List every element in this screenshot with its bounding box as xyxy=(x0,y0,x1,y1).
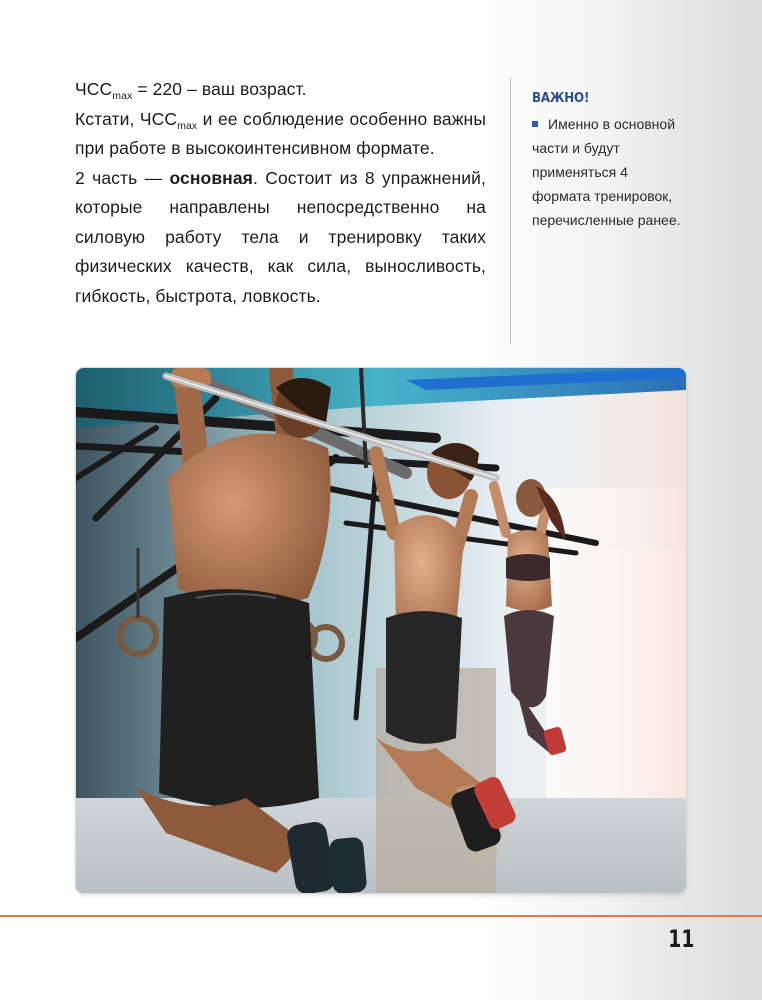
main-text-column xyxy=(75,75,486,311)
important-note-body xyxy=(532,112,682,232)
main-part-bold-term: основная xyxy=(169,167,253,188)
formula-subscript: max xyxy=(112,90,133,102)
footer-rule xyxy=(0,915,762,917)
formula-text: = 220 – ваш возраст. xyxy=(132,79,307,99)
important-note-title: ВАЖНО! xyxy=(532,90,590,106)
page-number: 11 xyxy=(668,925,695,953)
formula-label: ЧСС xyxy=(75,79,113,99)
main-part-text: . Состоит из 8 упражнений, которые направлены непосредственно на силовую работу тела и тренировку таких физических качеств, как сила, выносливость, гибкость, быстрота, ловкость. xyxy=(75,167,486,306)
main-part-paragraph xyxy=(75,164,486,312)
important-note xyxy=(532,88,682,232)
square-bullet-icon xyxy=(532,121,538,127)
important-note-text: Именно в основной части и будут применяться 4 формата тренировок, перечисленные ранее. xyxy=(532,116,681,228)
main-part-prefix: 2 часть — xyxy=(75,167,170,188)
hr-note-text: и ее соблюдение особенно важны при работе в высокоинтенсивном формате. xyxy=(75,108,486,158)
photo-people-doing-pull-ups-icon xyxy=(76,368,686,893)
formula-paragraph xyxy=(75,75,486,105)
pull-ups-photo xyxy=(76,368,686,893)
column-divider xyxy=(510,78,511,344)
hr-note-paragraph xyxy=(75,105,486,164)
hr-note-prefix: Кстати, ЧСС xyxy=(75,108,178,129)
hr-note-subscript: max xyxy=(177,119,198,132)
